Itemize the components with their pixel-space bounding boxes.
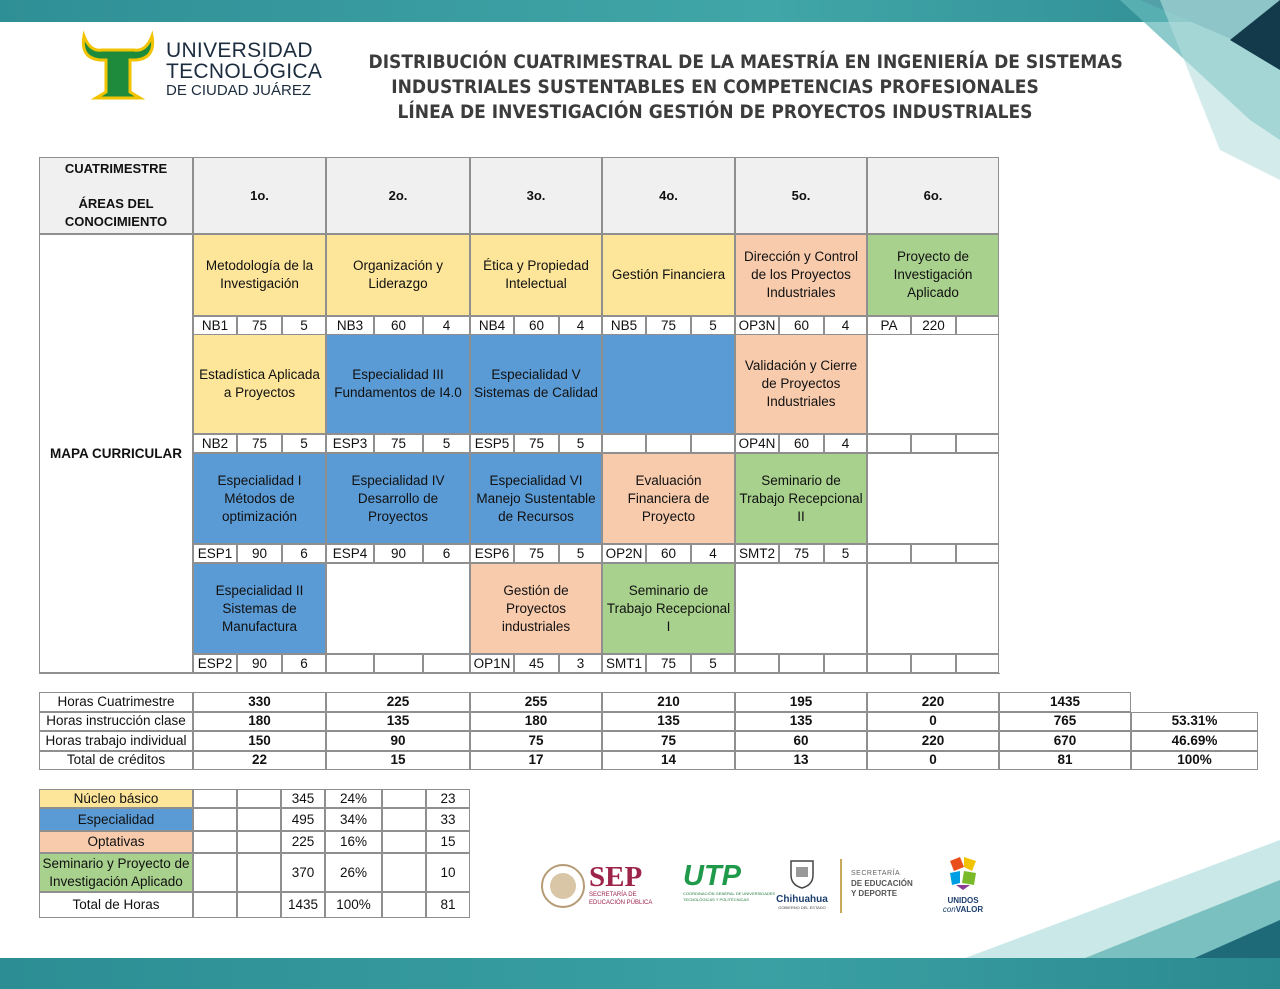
subject-cell: Validación y Cierre de Proyectos Industriales xyxy=(735,334,867,434)
legend-percent-cell: 26% xyxy=(325,853,382,892)
legend-hours-cell: 370 xyxy=(281,853,325,892)
summary-value-cell: 0 xyxy=(867,751,999,771)
subject-credits-cell: 5 xyxy=(691,316,735,335)
subject-hours-cell: 90 xyxy=(374,544,423,563)
legend-empty-cell xyxy=(382,892,426,918)
legend-percent-cell: 24% xyxy=(325,789,382,808)
summary-value-cell: 75 xyxy=(470,731,602,751)
subject-code-cell: PA xyxy=(867,316,911,335)
subject-cell: Evaluación Financiera de Proyecto xyxy=(602,453,735,544)
legend-credits-cell: 33 xyxy=(426,808,470,831)
subject-cell: Especialidad V Sistemas de Calidad xyxy=(470,334,602,434)
subject-hours-cell: 90 xyxy=(237,654,282,673)
subject-credits-cell: 4 xyxy=(691,544,735,563)
subject-cell: Especialidad IV Desarrollo de Proyectos xyxy=(326,453,470,544)
subject-credits-cell: 5 xyxy=(559,434,602,453)
subject-hours-cell: 75 xyxy=(514,544,559,563)
subject-credits-cell: 5 xyxy=(824,544,867,563)
legend-empty-cell xyxy=(193,831,237,853)
bottom-right-decoration xyxy=(960,840,1280,960)
summary-value-cell: 100% xyxy=(1131,751,1258,771)
subject-credits-cell xyxy=(956,654,999,673)
header-period-2: 2o. xyxy=(326,157,470,234)
legend-empty-cell xyxy=(193,808,237,831)
legend-empty-cell xyxy=(382,853,426,892)
subject-hours-cell xyxy=(911,434,956,453)
subject-code-cell: ESP1 xyxy=(193,544,237,563)
subject-hours-cell: 60 xyxy=(646,544,691,563)
legend-empty-cell xyxy=(237,808,281,831)
empty-cell xyxy=(326,563,470,654)
subject-cell: Especialidad II Sistemas de Manufactura xyxy=(193,563,326,654)
subject-credits-cell xyxy=(824,654,867,673)
legend-label-cell: Núcleo básico xyxy=(39,789,193,808)
subject-cell: Seminario de Trabajo Recepcional II xyxy=(735,453,867,544)
legend-label-cell: Total de Horas xyxy=(39,892,193,918)
subject-cell: Proyecto de Investigación Aplicado xyxy=(867,234,999,316)
mapa-curricular-label: MAPA CURRICULAR xyxy=(39,234,193,673)
subject-hours-cell xyxy=(779,654,824,673)
summary-value-cell: 330 xyxy=(193,692,326,712)
legend-credits-cell: 10 xyxy=(426,853,470,892)
subject-code-cell: NB3 xyxy=(326,316,374,335)
subject-code-cell xyxy=(867,544,911,563)
secretaria-logo: SECRETARÍA DE EDUCACIÓN Y DEPORTE xyxy=(851,870,913,898)
summary-row-label: Horas trabajo individual xyxy=(39,731,193,751)
legend-percent-cell: 16% xyxy=(325,831,382,853)
subject-credits-cell: 5 xyxy=(282,316,326,335)
subject-credits-cell: 5 xyxy=(282,434,326,453)
subject-hours-cell xyxy=(374,654,423,673)
summary-row-label: Total de créditos xyxy=(39,751,193,771)
subject-code-cell: ESP4 xyxy=(326,544,374,563)
subject-code-cell xyxy=(867,434,911,453)
subject-credits-cell xyxy=(956,434,999,453)
header-areas: ÁREAS DEL CONOCIMIENTO xyxy=(64,196,168,229)
subject-hours-cell: 60 xyxy=(374,316,423,335)
unidos-icon xyxy=(946,855,980,891)
bottom-banner xyxy=(0,958,1280,989)
summary-value-cell: 670 xyxy=(999,731,1131,751)
subject-credits-cell: 6 xyxy=(423,544,470,563)
subject-code-cell: NB1 xyxy=(193,316,237,335)
footer-logos xyxy=(535,855,995,917)
summary-value-cell: 135 xyxy=(326,712,470,732)
subject-code-cell: NB2 xyxy=(193,434,237,453)
shield-icon xyxy=(789,859,815,889)
summary-value-cell: 75 xyxy=(602,731,735,751)
empty-cell xyxy=(735,563,867,654)
utp-logo: UTP COORDINACIÓN GENERAL DE UNIVERSIDADES TECNOLÓGICAS Y POLITÉCNICAS xyxy=(683,860,776,902)
subject-code-cell: ESP5 xyxy=(470,434,514,453)
divider xyxy=(840,859,842,913)
summary-value-cell: 14 xyxy=(602,751,735,771)
top-banner xyxy=(0,0,1280,22)
summary-value-cell: 225 xyxy=(326,692,470,712)
subject-hours-cell: 60 xyxy=(779,434,824,453)
summary-value-cell: 0 xyxy=(867,712,999,732)
unidos-con-valor-logo: UNIDOS conVALOR xyxy=(933,855,993,914)
subject-cell: Estadística Aplicada a Proyectos xyxy=(193,334,326,434)
empty-especialidad-cell xyxy=(602,334,735,434)
subject-hours-cell: 75 xyxy=(237,316,282,335)
summary-value-cell: 180 xyxy=(470,712,602,732)
legend-credits-cell: 23 xyxy=(426,789,470,808)
subject-hours-cell: 75 xyxy=(374,434,423,453)
summary-value-cell: 135 xyxy=(602,712,735,732)
subject-code-cell: ESP3 xyxy=(326,434,374,453)
summary-value-cell: 135 xyxy=(735,712,867,732)
subject-code-cell: OP1N xyxy=(470,654,514,673)
legend-empty-cell xyxy=(237,789,281,808)
legend-label-cell: Seminario y Proyecto de Investigación Aplicado xyxy=(39,853,193,892)
sep-logo: SEP SECRETARÍA DE EDUCACIÓN PÚBLICA xyxy=(589,861,653,906)
subject-cell: Especialidad VI Manejo Sustentable de Recursos xyxy=(470,453,602,544)
subject-code-cell xyxy=(326,654,374,673)
legend-empty-cell xyxy=(237,831,281,853)
legend-empty-cell xyxy=(237,853,281,892)
summary-value-cell: 180 xyxy=(193,712,326,732)
legend-percent-cell: 34% xyxy=(325,808,382,831)
header-cuatrimestre: CUATRIMESTRE xyxy=(64,161,168,176)
subject-credits-cell: 3 xyxy=(559,654,602,673)
summary-value-cell: 195 xyxy=(735,692,867,712)
subject-credits-cell: 4 xyxy=(423,316,470,335)
subject-cell: Gestión de Proyectos industriales xyxy=(470,563,602,654)
summary-value-cell: 22 xyxy=(193,751,326,771)
top-right-decoration xyxy=(1100,0,1280,180)
subject-credits-cell: 5 xyxy=(559,544,602,563)
subject-credits-cell: 4 xyxy=(559,316,602,335)
legend-empty-cell xyxy=(193,892,237,918)
legend-empty-cell xyxy=(193,853,237,892)
subject-cell: Organización y Liderazgo xyxy=(326,234,470,316)
subject-code-cell: OP4N xyxy=(735,434,779,453)
subject-code-cell: OP3N xyxy=(735,316,779,335)
subject-credits-cell xyxy=(691,434,735,453)
subject-code-cell: SMT2 xyxy=(735,544,779,563)
mexico-seal-icon xyxy=(540,863,586,909)
subject-hours-cell xyxy=(911,544,956,563)
legend-hours-cell: 495 xyxy=(281,808,325,831)
university-logo xyxy=(78,30,323,110)
legend-credits-cell: 81 xyxy=(426,892,470,918)
legend-empty-cell xyxy=(382,789,426,808)
subject-hours-cell: 75 xyxy=(779,544,824,563)
subject-code-cell: ESP2 xyxy=(193,654,237,673)
bull-icon xyxy=(78,30,158,110)
subject-hours-cell: 220 xyxy=(911,316,956,335)
subject-cell: Metodología de la Investigación xyxy=(193,234,326,316)
summary-value-cell: 81 xyxy=(999,751,1131,771)
subject-hours-cell: 75 xyxy=(646,316,691,335)
legend-label-cell: Especialidad xyxy=(39,808,193,831)
header-period-3: 3o. xyxy=(470,157,602,234)
header-areas-cell xyxy=(39,157,193,234)
summary-row-label: Horas Cuatrimestre xyxy=(39,692,193,712)
summary-value-cell: 13 xyxy=(735,751,867,771)
subject-credits-cell: 6 xyxy=(282,544,326,563)
subject-hours-cell xyxy=(911,654,956,673)
summary-row-label: Horas instrucción clase xyxy=(39,712,193,732)
summary-value-cell: 46.69% xyxy=(1131,731,1258,751)
legend-empty-cell xyxy=(237,892,281,918)
subject-cell: Dirección y Control de los Proyectos Industriales xyxy=(735,234,867,316)
subject-credits-cell: 5 xyxy=(423,434,470,453)
summary-value-cell: 60 xyxy=(735,731,867,751)
subject-code-cell: OP2N xyxy=(602,544,646,563)
subject-code-cell: SMT1 xyxy=(602,654,646,673)
subject-cell: Ética y Propiedad Intelectual xyxy=(470,234,602,316)
subject-credits-cell: 4 xyxy=(824,434,867,453)
subject-hours-cell: 75 xyxy=(646,654,691,673)
legend-hours-cell: 225 xyxy=(281,831,325,853)
header-period-6: 6o. xyxy=(867,157,999,234)
subject-hours-cell: 60 xyxy=(779,316,824,335)
summary-value-cell: 255 xyxy=(470,692,602,712)
header-period-5: 5o. xyxy=(735,157,867,234)
subject-code-cell xyxy=(867,654,911,673)
subject-credits-cell: 4 xyxy=(824,316,867,335)
summary-value-cell: 765 xyxy=(999,712,1131,732)
empty-cell xyxy=(867,563,999,654)
summary-value-cell: 17 xyxy=(470,751,602,771)
legend-percent-cell: 100% xyxy=(325,892,382,918)
subject-code-cell: NB4 xyxy=(470,316,514,335)
summary-value-cell: 90 xyxy=(326,731,470,751)
legend-label-cell: Optativas xyxy=(39,831,193,853)
subject-cell: Gestión Financiera xyxy=(602,234,735,316)
summary-value-cell: 220 xyxy=(867,731,999,751)
subject-hours-cell xyxy=(646,434,691,453)
subject-cell: Especialidad I Métodos de optimización xyxy=(193,453,326,544)
header-period-4: 4o. xyxy=(602,157,735,234)
subject-hours-cell: 60 xyxy=(514,316,559,335)
legend-credits-cell: 15 xyxy=(426,831,470,853)
subject-credits-cell xyxy=(956,544,999,563)
subject-hours-cell: 90 xyxy=(237,544,282,563)
legend-hours-cell: 345 xyxy=(281,789,325,808)
subject-hours-cell: 75 xyxy=(237,434,282,453)
subject-code-cell xyxy=(602,434,646,453)
summary-value-cell: 53.31% xyxy=(1131,712,1258,732)
subject-cell: Seminario de Trabajo Recepcional I xyxy=(602,563,735,654)
subject-code-cell xyxy=(735,654,779,673)
university-name: UNIVERSIDAD TECNOLÓGICA DE CIUDAD JUÁREZ xyxy=(166,39,323,99)
subject-credits-cell xyxy=(423,654,470,673)
map-bottom-line xyxy=(39,673,1000,674)
legend-hours-cell: 1435 xyxy=(281,892,325,918)
legend-empty-cell xyxy=(382,808,426,831)
summary-value-cell: 15 xyxy=(326,751,470,771)
summary-value-cell: 1435 xyxy=(999,692,1131,712)
empty-cell xyxy=(867,334,999,434)
empty-cell xyxy=(867,453,999,544)
legend-empty-cell xyxy=(382,831,426,853)
header-period-1: 1o. xyxy=(193,157,326,234)
page-title: DISTRIBUCIÓN CUATRIMESTRAL DE LA MAESTRÍA EN INGENIERÍA DE SISTEMAS INDUSTRIALES SUSTENTABLES EN COMPETENCIAS PROFESIONALES LÍNEA DE INVESTIGACIÓN GESTIÓN DE PROYECTOS INDUSTRIALES xyxy=(368,51,1123,123)
subject-credits-cell: 5 xyxy=(691,654,735,673)
subject-credits-cell: 6 xyxy=(282,654,326,673)
chihuahua-logo: Chihuahua GOBIERNO DEL ESTADO xyxy=(771,859,833,910)
subject-code-cell: ESP6 xyxy=(470,544,514,563)
subject-code-cell: NB5 xyxy=(602,316,646,335)
summary-value-cell: 220 xyxy=(867,692,999,712)
summary-value-cell: 150 xyxy=(193,731,326,751)
legend-empty-cell xyxy=(193,789,237,808)
subject-hours-cell: 45 xyxy=(514,654,559,673)
subject-cell: Especialidad III Fundamentos de I4.0 xyxy=(326,334,470,434)
subject-credits-cell xyxy=(956,316,999,335)
subject-hours-cell: 75 xyxy=(514,434,559,453)
summary-value-cell: 210 xyxy=(602,692,735,712)
